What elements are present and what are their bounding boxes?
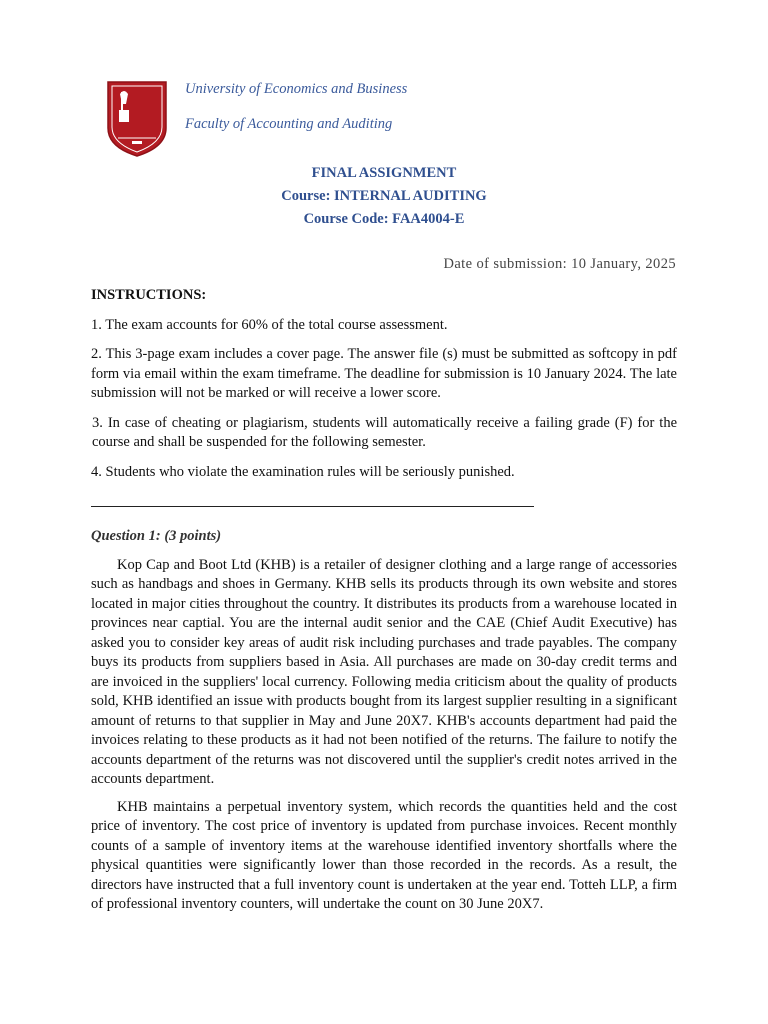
question-paragraph: Kop Cap and Boot Ltd (KHB) is a retailer of designer clothing and a large range of accessories such as handbags and shoes in Germany. KHB sells its products through its own website and stores located in major cities throughout the country. It distributes its products from a warehouse located in provinces near captial. You are the internal audit senior and the CAE (Chief Audit Executive) has asked you to consider key areas of audit risk including purchases and trade payables. The company buys its products from suppliers based in Asia. All purchases are made on 30-day credit terms and are invoiced in the suppliers' local currency. Following media criticism about the quality of products sold, KHB identified an issue with products bought from its largest supplier resulting in a significant amount of returns to that supplier in May and June 20X7. KHB's accounts department had paid the invoices relating to these products as it had not been notified of the returns. The failure to notify the accounts department of the returns was not discovered until the supplier's credit notes arrived in the accounts department.	[91, 556, 677, 787]
university-name: University of Economics and Business	[185, 81, 408, 97]
institution-header	[185, 80, 407, 133]
assignment-titles	[0, 162, 768, 231]
document-body	[91, 286, 677, 923]
question-heading: Question 1: (3 points)	[91, 528, 222, 544]
instructions-heading: INSTRUCTIONS:	[91, 287, 207, 303]
course-name: Course: INTERNAL AUDITING	[281, 188, 487, 204]
university-logo	[106, 80, 168, 158]
assignment-title: FINAL ASSIGNMENT	[311, 165, 457, 181]
instruction-item: 4. Students who violate the examination rules will be seriously punished.	[91, 463, 515, 480]
faculty-name: Faculty of Accounting and Auditing	[185, 116, 393, 132]
instruction-item: 2. This 3-page exam includes a cover page. The answer file (s) must be submitted as softcopy in pdf form via email within the exam timeframe. The deadline for submission is 10 January 2024. The late submission will not be marked or will receive a lower score.	[91, 346, 677, 401]
submission-date: Date of submission: 10 January, 2025	[443, 256, 676, 272]
question-paragraph: KHB maintains a perpetual inventory system, which records the quantities held and the cost price of inventory. The cost price of inventory is updated from purchase invoices. Recent monthly counts of a sample of inventory items at the warehouse identified inventory shortfalls where the physical quantities were significantly lower than those recorded in the records. As a result, the directors have instructed that a full inventory count is undertaken at the year end. Totteh LLP, a firm of professional inventory counters, will undertake the count on 30 June 20X7.	[91, 798, 677, 912]
instruction-item: 3. In case of cheating or plagiarism, students will automatically receive a failing grade (F) for the course and shall be suspended for the following semester.	[92, 414, 677, 450]
course-code: Course Code: FAA4004-E	[303, 211, 465, 227]
section-divider	[91, 506, 534, 507]
instruction-item: 1. The exam accounts for 60% of the total course assessment.	[91, 316, 448, 333]
